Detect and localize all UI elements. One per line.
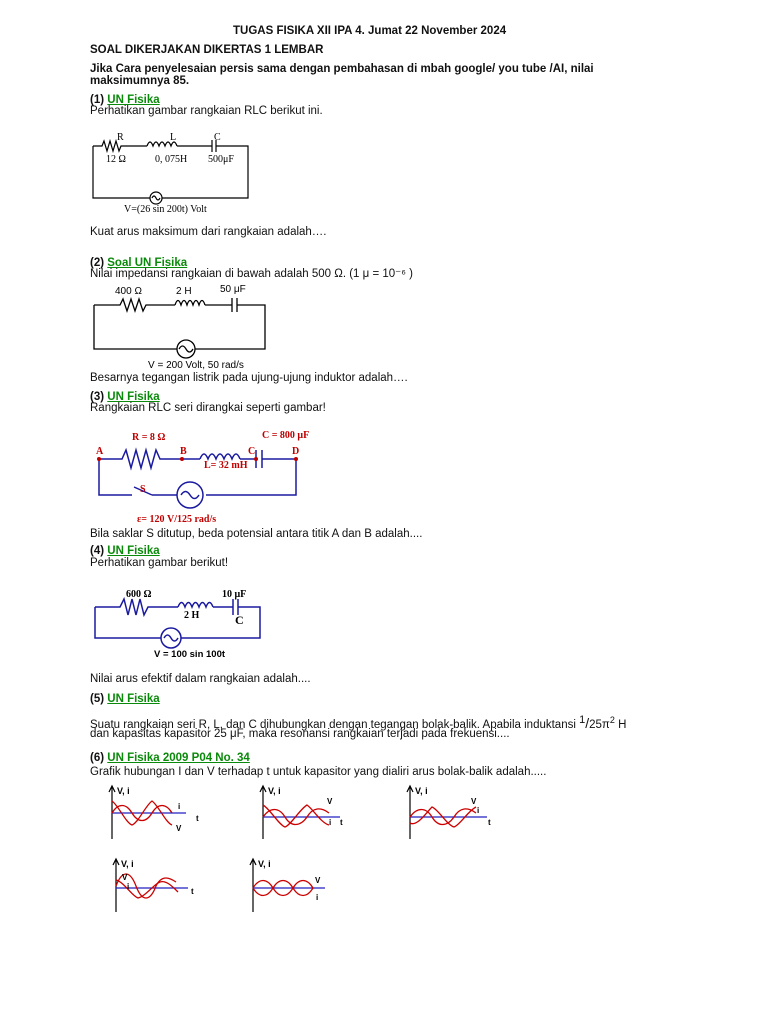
c-value: 50 μF [220,284,246,295]
source-label: V = 100 sin 100t [154,649,226,660]
question-5-line-2: dan kapasitas kapasitor 25 μF, maka resonansi rangkaian terjadi pada frekuensi.... [90,728,510,740]
graph-option-d [108,856,218,916]
i-label: i [316,893,319,902]
question-number: (1) [90,94,105,106]
circuit-diagram-3 [94,426,319,525]
source-label: ε= 120 V/125 rad/s [137,514,217,525]
document-subtitle: SOAL DIKERJAKAN DIKERTAS 1 LEMBAR [90,44,324,56]
question-1-prompt: Perhatikan gambar rangkaian RLC berikut ini. [90,105,323,117]
v-label: V [315,876,321,885]
fraction-exponent: 2 [609,715,615,725]
axis-label: V, i [121,859,134,869]
c-value: 500μF [208,154,234,165]
question-number: (4) [90,545,105,557]
l-value: L= 32 mH [204,460,248,471]
question-5-heading [90,693,160,706]
c-value: 10 μF [222,589,247,600]
r-value: 600 Ω [126,589,152,600]
source-link[interactable]: Soal UN Fisika [107,257,188,269]
i-label: i [477,806,480,815]
axis-label: V, i [258,859,271,869]
c-name: C [214,132,221,143]
circuit-diagram-1 [90,130,260,220]
source-link[interactable]: UN Fisika [107,391,160,403]
question-2-prompt: Nilai impedansi rangkaian di bawah adalah 500 Ω. (1 μ = 10⁻⁶ ) [90,268,413,280]
note-line-2: maksimumnya 85. [90,75,190,87]
question-4-prompt: Perhatikan gambar berikut! [90,557,229,569]
source-link[interactable]: UN Fisika [107,545,160,557]
r-name: R [117,132,124,143]
source-link[interactable]: UN Fisika [107,693,160,705]
question-5-line-1: Suatu rangkaian seri R, L, dan C dihubungkan dengan tegangan bolak-balik. Apabila induktansi $^1/25\pi^2$ H [90,714,627,731]
question-number: (2) [90,257,105,269]
question-3-prompt: Rangkaian RLC seri dirangkai seperti gambar! [90,402,326,414]
c-name: C [235,613,244,627]
question-number: (3) [90,391,105,403]
point-b-label: B [180,446,187,457]
question-number: (5) [90,693,105,705]
axis-label: V, i [415,786,428,796]
graph-option-c [402,783,512,843]
r-value: 400 Ω [115,286,142,297]
question-5-text: Suatu rangkaian seri R, L, dan C dihubungkan dengan tegangan bolak-balik. Apabila induktansi [90,718,576,731]
fraction-numerator: 1 [579,714,586,726]
v-label: V [176,824,182,833]
document-title: TUGAS FISIKA XII IPA 4. Jumat 22 November 2024 [233,25,507,37]
question-6-heading [90,752,250,765]
question-3-text: Bila saklar S ditutup, beda potensial antara titik A dan B adalah.... [90,528,423,540]
circuit-diagram-4 [90,585,270,665]
r-value: R = 8 Ω [132,432,166,443]
source-link[interactable]: UN Fisika [107,94,160,106]
note-line-1: Jika Cara penyelesaian persis sama dengan pembahasan di mbah google/ you tube /AI, nilai [90,63,594,75]
l-value: 2 H [176,286,192,297]
axis-label: V, i [268,786,281,796]
c-value: C = 800 μF [262,430,310,441]
t-label: t [488,818,491,827]
l-value: 2 H [184,610,200,621]
t-label: t [191,887,194,896]
l-value: 0, 075H [155,154,188,165]
source-link[interactable]: UN Fisika 2009 P04 No. 34 [107,752,250,764]
v-label: V [122,873,128,882]
question-2-text: Besarnya tegangan listrik pada ujung-ujung induktor adalah…. [90,372,408,384]
i-label: i [127,882,130,891]
point-a-label: A [96,446,104,457]
switch-label: S [140,484,146,495]
axis-label: V, i [117,786,130,796]
fraction-denominator: 25π [589,718,610,731]
point-d-label: D [292,446,300,457]
unit-label: H [618,718,627,731]
source-label: V=(26 sin 200t) Volt [124,204,207,215]
v-label: V [471,797,477,806]
graph-option-e [245,856,355,916]
graph-option-a [104,783,214,843]
question-4-text: Nilai arus efektif dalam rangkaian adalah.... [90,673,311,685]
r-value: 12 Ω [106,154,126,165]
point-c-label: C [248,446,256,457]
circuit-diagram-2 [90,282,275,372]
question-6-prompt: Grafik hubungan I dan V terhadap t untuk kapasitor yang dialiri arus bolak-balik adalah..... [90,766,547,778]
graph-option-b [255,783,365,843]
v-label: V [327,797,333,806]
i-label: i [178,802,181,811]
l-name: L [170,132,177,143]
t-label: t [196,814,199,823]
i-label: i [329,818,332,827]
t-label: t [340,818,343,827]
question-1-text: Kuat arus maksimum dari rangkaian adalah…. [90,226,327,238]
question-number: (6) [90,752,105,764]
source-label: V = 200 Volt, 50 rad/s [148,360,244,371]
